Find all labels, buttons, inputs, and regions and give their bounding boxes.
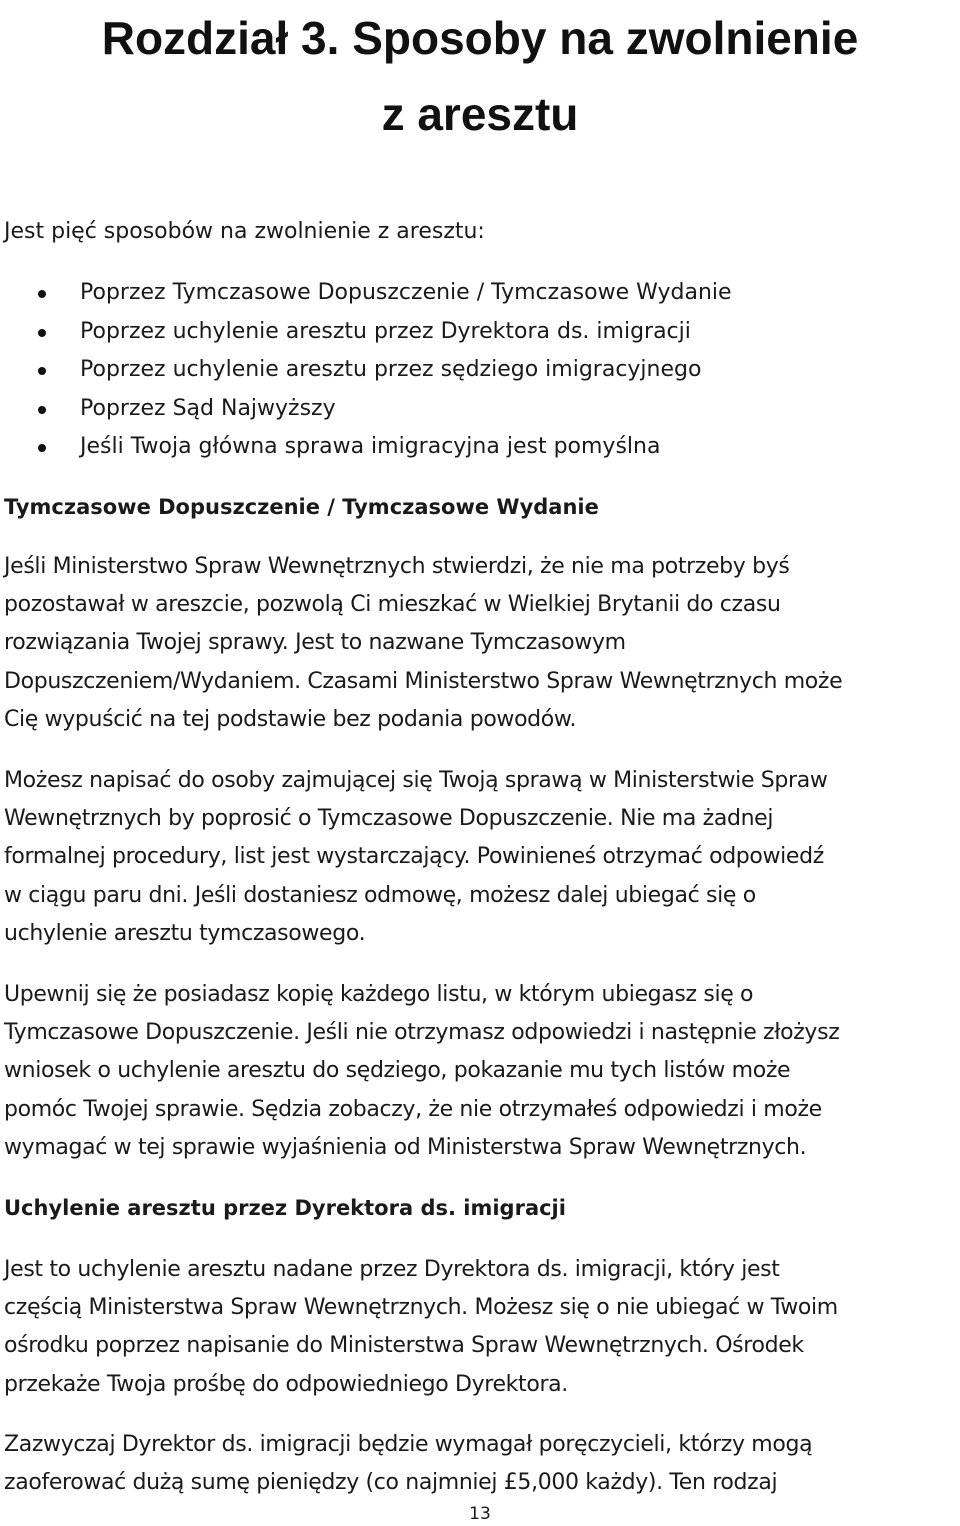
text-line: przekaże Twoja prośbę do odpowiedniego Dyrektora. [4, 1371, 568, 1397]
chapter-title-line: z aresztu [381, 88, 579, 140]
section-heading: Uchylenie aresztu przez Dyrektora ds. imigracji [4, 1196, 566, 1220]
text-line: formalnej procedury, list jest wystarczający. Powinieneś otrzymać odpowiedź [4, 844, 824, 870]
bullet-dot-icon [38, 367, 46, 375]
bullet-dot-icon [38, 290, 46, 298]
text-line: Jest to uchylenie aresztu nadane przez Dyrektora ds. imigracji, który jest [4, 1257, 780, 1282]
chapter-title-line: Rozdział 3. Sposoby na zwolnienie [101, 12, 859, 64]
bullet-item [0, 392, 732, 431]
bullet-text: Jeśli Twoja główna sprawa imigracyjna jest pomyślna [80, 434, 661, 460]
bullet-text: Poprzez uchylenie aresztu przez sędziego imigracyjnego [80, 357, 702, 383]
page-number: 13 [469, 1504, 491, 1524]
text-line: Zazwyczaj Dyrektor ds. imigracji będzie wymagał poręczycieli, którzy mogą [4, 1432, 813, 1457]
text-line: częścią Ministerstwa Spraw Wewnętrznych. Możesz się o nie ubiegać w Twoim [4, 1295, 838, 1321]
paragraph [4, 548, 960, 739]
text-line: uchylenie aresztu tymczasowego. [4, 920, 366, 946]
paragraph [4, 762, 960, 953]
bullet-text: Poprzez Tymczasowe Dopuszczenie / Tymczasowe Wydanie [80, 280, 732, 305]
intro-text: Jest pięć sposobów na zwolnienie z aresztu: [4, 219, 485, 244]
bullet-text: Poprzez uchylenie aresztu przez Dyrektora ds. imigracji [80, 318, 691, 344]
text-line: Upewnij się że posiadasz kopię każdego listu, w którym ubiegasz się o [4, 982, 754, 1007]
text-line: pomóc Twojej sprawie. Sędzia zobaczy, że nie otrzymałeś odpowiedzi i może [4, 1096, 822, 1122]
text-line: pozostawał w areszcie, pozwolą Ci mieszkać w Wielkiej Brytanii do czasu [4, 592, 781, 618]
bullet-text: Poprzez Sąd Najwyższy [80, 395, 336, 421]
text-line: Tymczasowe Dopuszczenie. Jeśli nie otrzymasz odpowiedzi i następnie złożysz [4, 1020, 840, 1046]
text-line: rozwiązania Twojej sprawy. Jest to nazwane Tymczasowym [4, 630, 626, 656]
bullet-dot-icon [38, 406, 46, 414]
bullet-dot-icon [38, 444, 46, 452]
text-line: ośrodku poprzez napisanie do Ministerstwa Spraw Wewnętrznych. Ośrodek [4, 1333, 804, 1359]
text-line: zaoferować dużą sumę pieniędzy (co najmniej £5,000 każdy). Ten rodzaj [4, 1470, 778, 1496]
text-line: Dopuszczeniem/Wydaniem. Czasami Ministerstwo Spraw Wewnętrznych może [4, 668, 843, 694]
text-line: Wewnętrznych by poprosić o Tymczasowe Dopuszczenie. Nie ma żadnej [4, 806, 774, 832]
text-line: w ciągu paru dni. Jeśli dostaniesz odmowę, możesz dalej ubiegać się o [4, 882, 756, 908]
text-line: wymagać w tej sprawie wyjaśnienia od Ministerstwa Spraw Wewnętrznych. [4, 1134, 807, 1160]
section-heading: Tymczasowe Dopuszczenie / Tymczasowe Wydanie [4, 495, 599, 519]
text-line: Możesz napisać do osoby zajmującej się Twoją sprawą w Ministerstwie Spraw [4, 768, 828, 793]
bullet-item [0, 315, 732, 354]
bullet-item [0, 430, 732, 469]
bullet-list [0, 276, 732, 469]
chapter-title [0, 0, 960, 152]
bullet-dot-icon [38, 329, 46, 337]
text-line: Cię wypuścić na tej podstawie bez podania powodów. [4, 706, 577, 732]
paragraph [4, 1251, 960, 1404]
text-line: wniosek o uchylenie aresztu do sędziego, pokazanie mu tych listów może [4, 1058, 791, 1084]
paragraph [4, 976, 960, 1167]
bullet-item [0, 276, 732, 315]
text-line: Jeśli Ministerstwo Spraw Wewnętrznych stwierdzi, że nie ma potrzeby byś [4, 554, 790, 579]
bullet-item [0, 353, 732, 392]
paragraph [4, 1426, 960, 1502]
